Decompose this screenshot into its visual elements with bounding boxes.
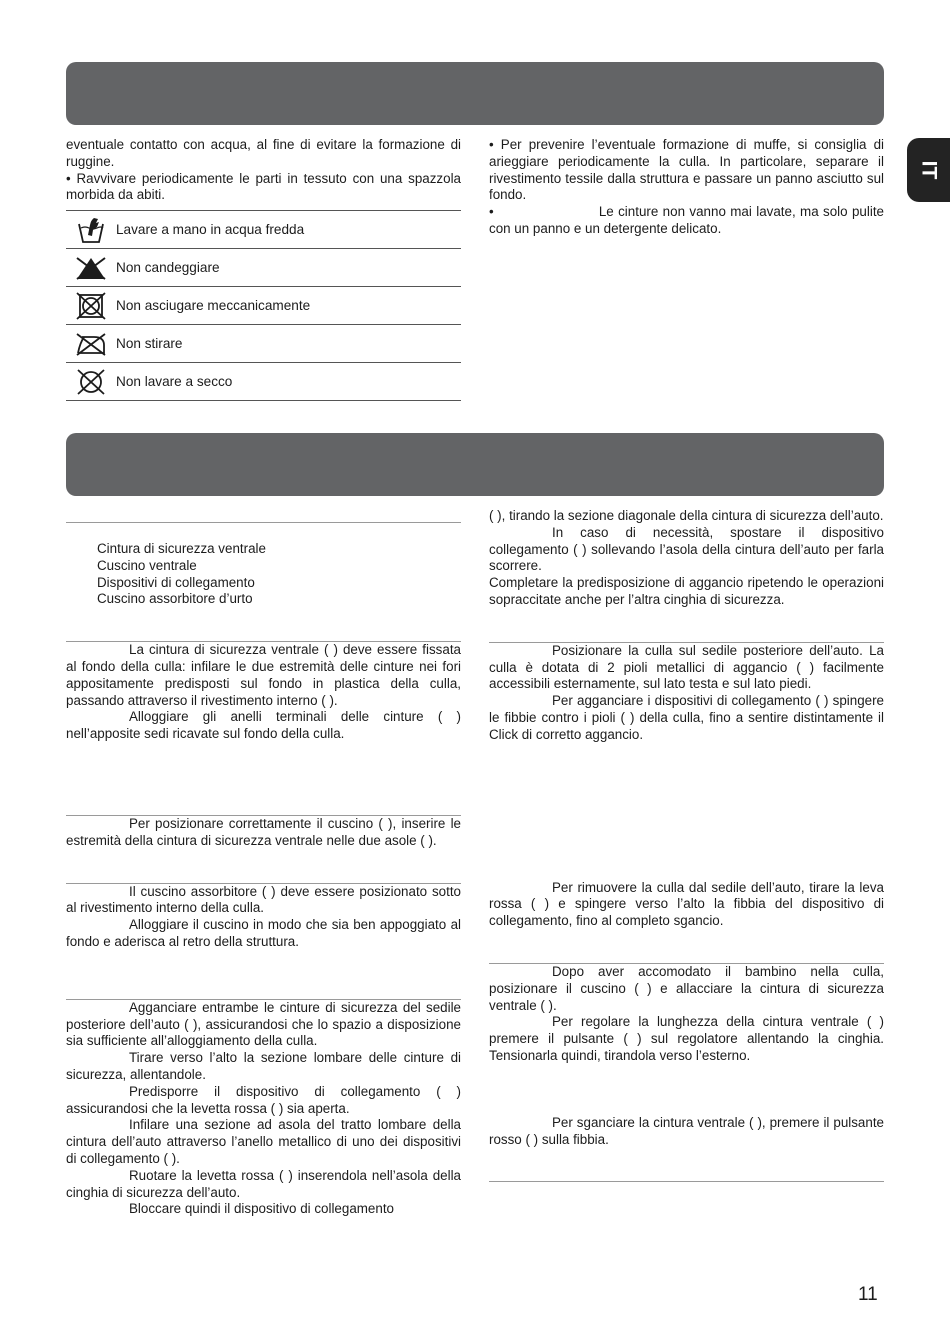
paragraph: eventuale contatto con acqua, al fine di evitare la formazione di ruggine.	[66, 137, 461, 169]
paragraph: Per regolare la lunghezza della cintura ventrale ( ) premere il pulsante ( ) sul regolatore allentando la cinghia. Tensionarla quindi, tirandola verso l’esterno.	[489, 1014, 884, 1063]
care-row	[66, 362, 461, 401]
kit-left-column	[66, 522, 461, 1218]
hand-wash-icon	[66, 215, 116, 245]
paragraph: Infilare una sezione ad asola del tratto lombare della cintura dell’auto attraverso l’anello metallico di uno dei dispositivi di collegamento ( ).	[66, 1117, 461, 1166]
paragraph: Predisporre il dispositivo di collegamento ( ) assicurandosi che la levetta rossa ( ) sia aperta.	[66, 1083, 461, 1116]
list-item: Cuscino ventrale	[97, 557, 197, 573]
paragraph: Completare la predisposizione di aggancio ripetendo le operazioni sopraccitate anche per l’altra cinghia di sicurezza.	[489, 575, 884, 607]
list-item: Cuscino assorbitore d’urto	[97, 591, 253, 607]
care-label: Lavare a mano in acqua fredda	[116, 222, 305, 237]
care-row	[66, 324, 461, 362]
care-row	[66, 248, 461, 286]
care-label: Non stirare	[116, 336, 183, 351]
cleaning-left-column	[66, 137, 461, 204]
section-header-banner-kit	[66, 433, 884, 496]
paragraph: • Le cinture non vanno mai lavate, ma solo pulite con un panno e un detergente delicato.	[489, 204, 888, 236]
paragraph: • Ravvivare periodicamente le parti in tessuto con una spazzola morbida da abiti.	[66, 170, 461, 203]
paragraph: La cintura di sicurezza ventrale ( ) deve essere fissata al fondo della culla: infilare le due estremità delle cinture nei fori appositamente predisposti sul fondo in plastica della culla, passando attraverso il rivestimento interno ( ).	[66, 642, 461, 708]
section-header-banner-cleaning	[66, 62, 884, 125]
paragraph: ( ), tirando la sezione diagonale della cintura di sicurezza dell’auto.	[489, 508, 884, 523]
paragraph: Dopo aver accomodato il bambino nella culla, posizionare il cuscino ( ) e allacciare la cintura di sicurezza ventrale ( ).	[489, 963, 884, 1013]
list-item: Cintura di sicurezza ventrale	[97, 541, 266, 556]
no-tumble-dry-icon	[66, 292, 116, 320]
paragraph: Posizionare la culla sul sedile posteriore dell’auto. La culla è dotata di 2 pioli metallici di aggancio ( ) facilmente accessibili esternamente, sul lato testa e sul lato piedi.	[489, 642, 884, 692]
paragraph: Per sganciare la cintura ventrale ( ), premere il pulsante rosso ( ) sulla fibbia.	[489, 1114, 884, 1147]
paragraph: Per agganciare i dispositivi di collegamento ( ) spingere le fibbie contro i pioli ( ) della culla, fino a sentire distintamente il Click di corretto aggancio.	[489, 693, 884, 742]
paragraph: Alloggiare il cuscino in modo che sia ben appoggiato al fondo e aderisca al retro della struttura.	[66, 917, 461, 949]
no-iron-icon	[66, 331, 116, 357]
cleaning-right-column	[489, 137, 888, 238]
care-symbols-table	[66, 210, 461, 401]
paragraph: Tirare verso l’alto la sezione lombare delle cinture di sicurezza, allentandole.	[66, 1050, 461, 1082]
paragraph: Per posizionare correttamente il cuscino ( ), inserire le estremità della cintura di sicurezza ventrale nelle due asole ( ).	[66, 815, 461, 848]
language-tab	[907, 138, 950, 202]
paragraph: Alloggiare gli anelli terminali delle cinture ( ) nell’apposite sedi ricavate sul fondo della culla.	[66, 709, 461, 742]
list-item: Dispositivi di collegamento	[97, 574, 255, 590]
paragraph: Agganciare entrambe le cinture di sicurezza del sedile posteriore dell’auto ( ), assicurandosi che lo spazio a disposizione sia sufficiente all’alloggiamento della culla.	[66, 999, 461, 1049]
care-label: Non candeggiare	[116, 260, 220, 275]
paragraph: • Per prevenire l’eventuale formazione di muffe, si consiglia di arieggiare periodicamente la culla. In particolare, separare il rivestimento tessile dalla struttura e passare un panno asciutto sul fondo.	[489, 137, 884, 203]
paragraph: Ruotare la levetta rossa ( ) inserendola nell’asola della cinghia di sicurezza dell’auto.	[66, 1167, 461, 1200]
divider	[489, 1181, 884, 1182]
care-label: Non asciugare meccanicamente	[116, 298, 311, 313]
care-label: Non lavare a secco	[116, 374, 233, 389]
paragraph: Bloccare quindi il dispositivo di collegamento	[129, 1201, 394, 1217]
paragraph: In caso di necessità, spostare il dispositivo collegamento ( ) sollevando l’asola della cintura dell’auto per farla scorrere.	[489, 524, 884, 574]
component-list	[66, 541, 461, 608]
care-row	[66, 286, 461, 324]
no-dry-clean-icon	[66, 368, 116, 396]
paragraph: Il cuscino assorbitore ( ) deve essere posizionato sotto al rivestimento interno della culla.	[66, 883, 461, 916]
paragraph: Per rimuovere la culla dal sedile dell’auto, tirare la leva rossa ( ) e spingere verso l’alto la fibbia del dispositivo di collegamento, fino al completo sgancio.	[489, 879, 884, 929]
kit-right-column	[489, 508, 884, 1182]
no-bleach-icon	[66, 255, 116, 281]
care-row	[66, 210, 461, 248]
language-tag: IT	[917, 160, 941, 180]
page-number: 11	[858, 1284, 878, 1305]
